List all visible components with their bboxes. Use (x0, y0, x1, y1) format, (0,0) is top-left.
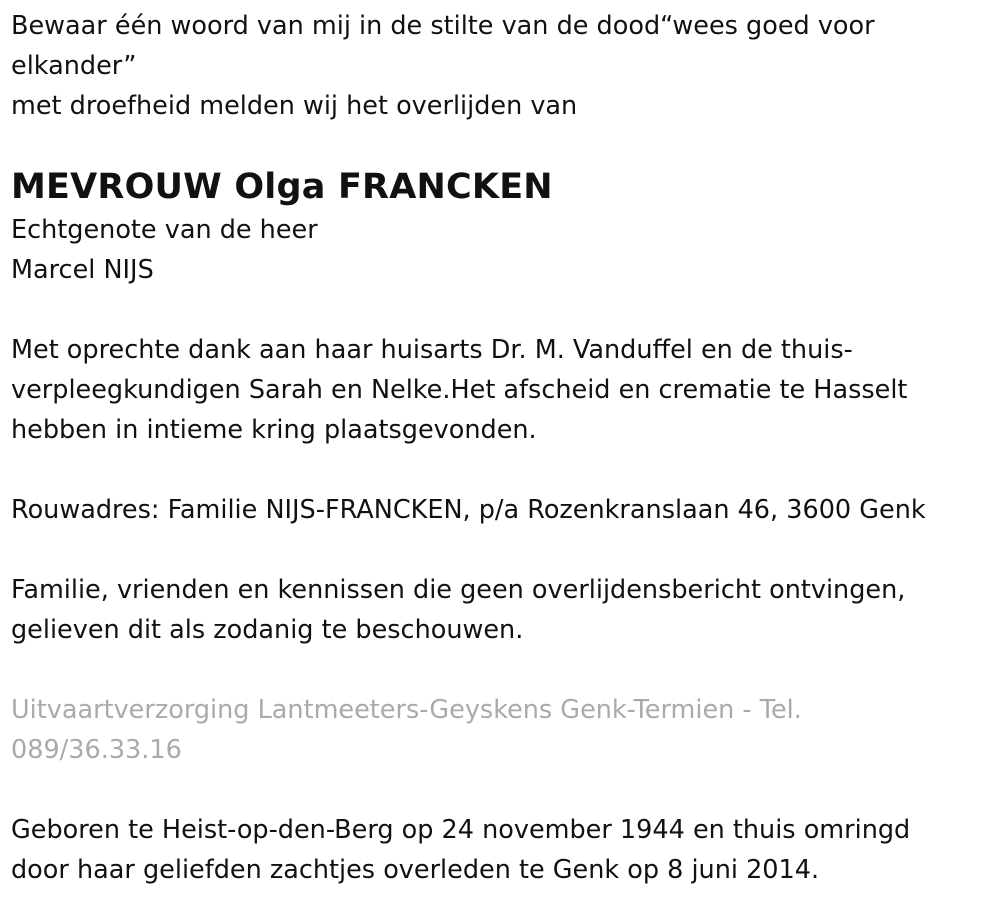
quote-line: elkander” (11, 51, 137, 81)
funeral-director: Uitvaartverzorging Lantmeeters-Geyskens Genk-Termien - Tel. (11, 695, 802, 725)
birth-death-line: door haar geliefden zachtjes overleden te Genk op 8 juni 2014. (11, 855, 820, 885)
birth-death-paragraph (11, 810, 986, 890)
thanks-line: Met oprechte dank aan haar huisarts Dr. M. Vanduffel en de thuis- (11, 335, 853, 365)
funeral-director-paragraph (11, 690, 986, 770)
mourning-address: Rouwadres: Familie NIJS-FRANCKEN, p/a Rozenkranslaan 46, 3600 Genk (11, 495, 926, 525)
thanks-paragraph (11, 330, 986, 450)
address-paragraph (11, 490, 986, 530)
family-line: Familie, vrienden en kennissen die geen overlijdensbericht ontvingen, (11, 575, 906, 605)
spouse-label: Echtgenote van de heer (11, 215, 318, 245)
spouse-block (11, 210, 986, 290)
birth-death-line: Geboren te Heist-op-den-Berg op 24 november 1944 en thuis omringd (11, 815, 911, 845)
thanks-line: hebben in intieme kring plaatsgevonden. (11, 415, 537, 445)
quote-line: Bewaar één woord van mij in de stilte van de dood“wees goed voor (11, 11, 875, 41)
family-paragraph (11, 570, 986, 650)
thanks-line: verpleegkundigen Sarah en Nelke.Het afscheid en crematie te Hasselt (11, 375, 908, 405)
death-notice (11, 6, 986, 890)
deceased-name: MEVROUW Olga FRANCKEN (11, 167, 553, 207)
spouse-name: Marcel NIJS (11, 255, 154, 285)
funeral-phone: 089/36.33.16 (11, 735, 182, 765)
announcement-text: met droefheid melden wij het overlijden van (11, 91, 578, 121)
quote-block (11, 6, 986, 126)
family-line: gelieven dit als zodanig te beschouwen. (11, 615, 524, 645)
